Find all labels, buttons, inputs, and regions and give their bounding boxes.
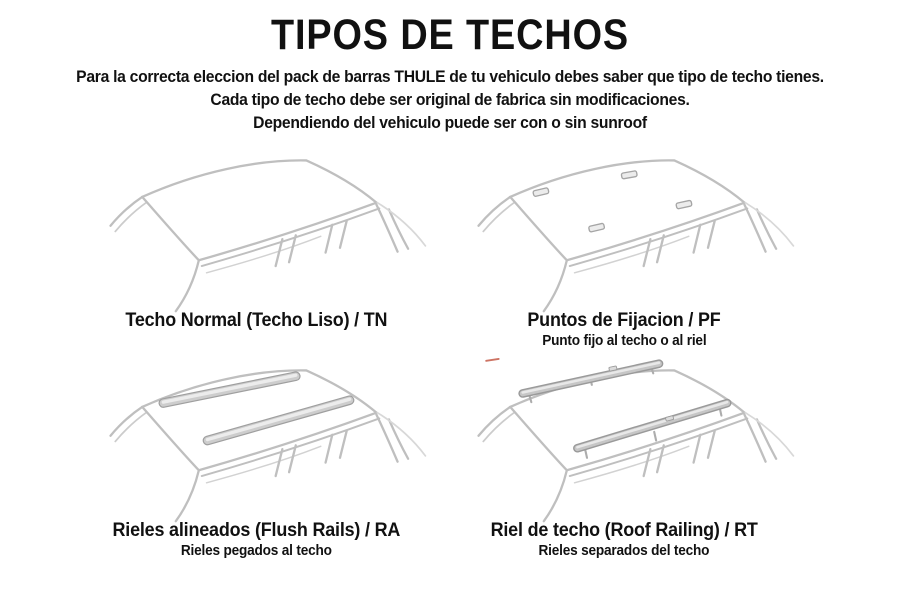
roof-type-sublabel-ra: Rieles pegados al techo	[180, 543, 332, 560]
intro-line-3: Dependiendo del vehiculo puede ser con o sin sunroof	[253, 114, 647, 133]
flush-rails-roof-illustration	[102, 357, 432, 525]
roof-type-label-rt: Riel de techo (Roof Railing) / RT	[490, 519, 758, 542]
roof-type-label-ra: Rieles alineados (Flush Rails) / RA	[112, 519, 400, 542]
roof-type-label-tn: Techo Normal (Techo Liso) / TN	[125, 309, 387, 332]
roof-type-cell-tn	[72, 147, 440, 349]
raised-rails	[486, 359, 727, 458]
flush-rails	[163, 376, 349, 441]
roof-type-cell-rt	[440, 357, 808, 559]
raised-roof-rails-illustration	[470, 357, 800, 525]
roof-type-sublabel-pf: Punto fijo al techo o al riel	[541, 333, 707, 350]
roof-type-sublabel-rt: Rieles separados del techo	[538, 543, 710, 560]
roof-type-label-pf: Puntos de Fijacion / PF	[527, 309, 721, 332]
intro-line-2: Cada tipo de techo debe ser original de fabrica sin modificaciones.	[210, 91, 690, 110]
roof-type-cell-pf	[440, 147, 808, 349]
page-title: TIPOS DE TECHOS	[270, 11, 630, 59]
intro-line-1: Para la correcta eleccion del pack de barras THULE de tu vehiculo debes saber que tipo de techo tienes.	[76, 68, 824, 87]
fixed-points-roof-illustration	[470, 147, 800, 315]
intro-text	[23, 66, 878, 135]
roof-type-cell-ra	[72, 357, 440, 559]
red-artifact-mark	[486, 359, 498, 361]
roof-type-grid	[72, 147, 900, 559]
plain-roof-illustration	[102, 147, 432, 315]
